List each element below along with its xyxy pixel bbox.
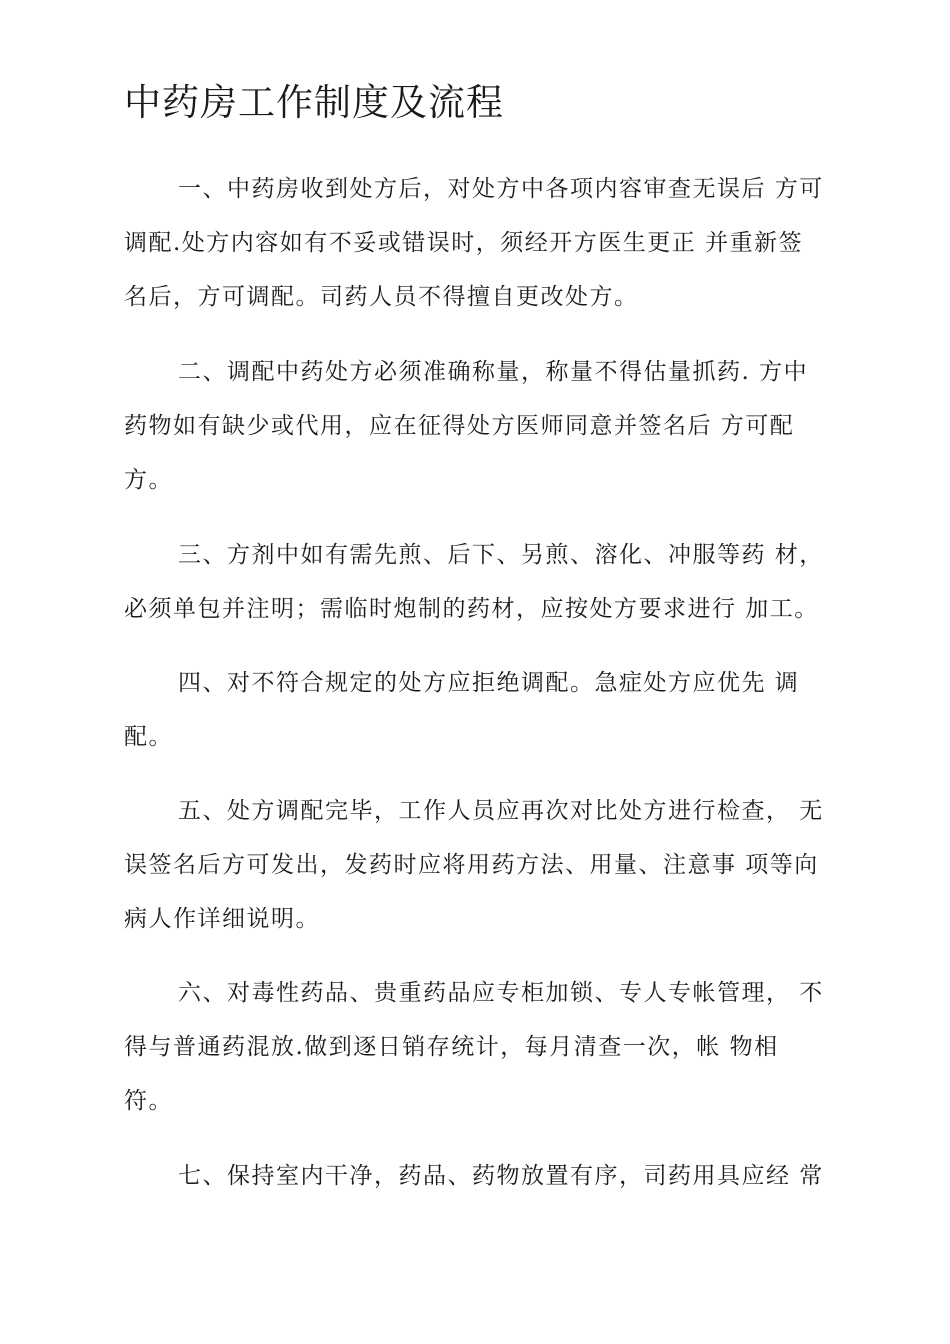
paragraph-line: 调配.处方内容如有不妥或错误时，须经开方医生更正 并重新签 xyxy=(124,230,804,256)
paragraph-line: 药物如有缺少或代用，应在征得处方医师同意并签名后 方可配 xyxy=(124,413,795,439)
paragraph-line: 四、对不符合规定的处方应拒绝调配。急症处方应优先 调 xyxy=(178,670,800,696)
paragraph-line: 一、中药房收到处方后，对处方中各项内容审查无误后 方可 xyxy=(178,176,824,202)
paragraph-line: 六、对毒性药品、贵重药品应专柜加锁、专人专帐管理， 不 xyxy=(178,980,824,1006)
paragraph-4 xyxy=(124,656,838,764)
paragraph-line: 病人作详细说明。 xyxy=(124,906,320,932)
paragraph-5 xyxy=(124,784,838,946)
paragraph-1 xyxy=(124,162,838,324)
paragraph-line: 五、处方调配完毕，工作人员应再次对比处方进行检查， 无 xyxy=(178,798,824,824)
paragraph-2 xyxy=(124,345,838,507)
paragraph-line: 误签名后方可发出，发药时应将用药方法、用量、注意事 项等向 xyxy=(124,852,819,878)
paragraph-line: 必须单包并注明；需临时炮制的药材，应按处方要求进行 加工。 xyxy=(124,596,819,622)
paragraph-line: 配。 xyxy=(124,724,173,750)
paragraph-line: 符。 xyxy=(124,1088,173,1114)
paragraph-line: 方。 xyxy=(124,467,173,493)
paragraph-line: 名后，方可调配。司药人员不得擅自更改处方。 xyxy=(124,284,639,310)
paragraph-3 xyxy=(124,528,838,636)
document-title: 中药房工作制度及流程 xyxy=(124,81,504,124)
paragraph-line: 三、方剂中如有需先煎、后下、另煎、溶化、冲服等药 材， xyxy=(178,542,824,568)
paragraph-7 xyxy=(124,1149,838,1203)
paragraph-line: 得与普通药混放.做到逐日销存统计，每月清查一次，帐 物相 xyxy=(124,1034,779,1060)
paragraph-line: 七、保持室内干净，药品、药物放置有序，司药用具应经 常 xyxy=(178,1163,824,1189)
paragraph-line: 二、调配中药处方必须准确称量，称量不得估量抓药. 方中 xyxy=(178,359,809,385)
paragraph-6 xyxy=(124,966,838,1128)
